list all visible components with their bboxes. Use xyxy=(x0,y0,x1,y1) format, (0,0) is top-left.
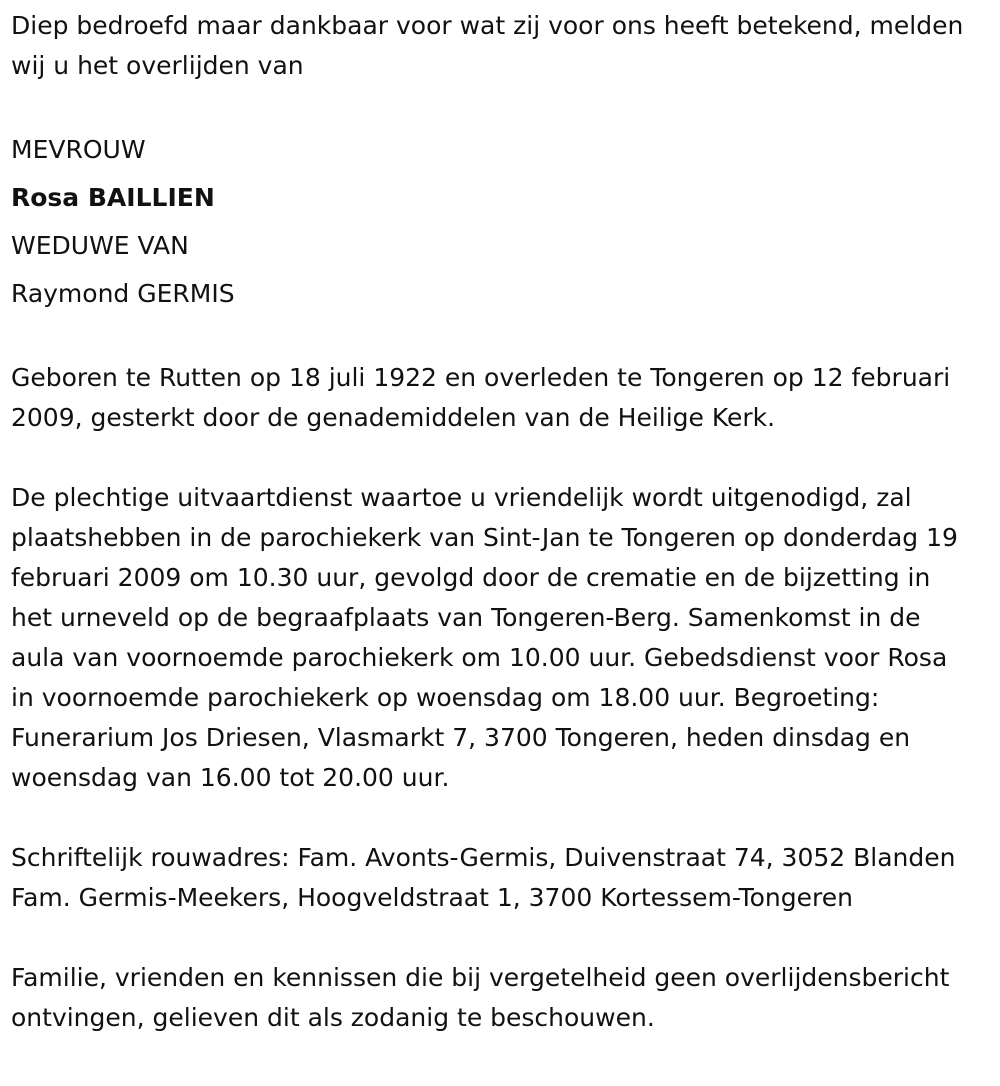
intro-paragraph: Diep bedroefd maar dankbaar voor wat zij voor ons heeft betekend, melden wij u het overlijden van xyxy=(11,11,964,80)
address-paragraph: Schriftelijk rouwadres: Fam. Avonts-Germis, Duivenstraat 74, 3052 Blanden Fam. Germis-Meekers, Hoogveldstraat 1, 3700 Kortessem-Tongeren xyxy=(11,843,956,912)
spacer xyxy=(11,318,975,358)
spacer xyxy=(11,438,975,478)
birth-death-paragraph: Geboren te Rutten op 18 juli 1922 en overleden te Tongeren op 12 februari 2009, gesterkt door de genademiddelen van de Heilige Kerk. xyxy=(11,363,951,432)
relation-line: WEDUWE VAN xyxy=(11,231,189,260)
closing-paragraph: Familie, vrienden en kennissen die bij vergetelheid geen overlijdensbericht ontvingen, gelieven dit als zodanig te beschouwen. xyxy=(11,963,950,1032)
spacer xyxy=(11,918,975,958)
service-paragraph: De plechtige uitvaartdienst waartoe u vriendelijk wordt uitgenodigd, zal plaatshebben in de parochiekerk van Sint-Jan te Tongeren op donderdag 19 februari 2009 om 10.30 uur, gevolgd door de crematie en de bijzetting in het urneveld op de begraafplaats van Tongeren-Berg. Samenkomst in de aula van voornoemde parochiekerk om 10.00 uur. Gebedsdienst voor Rosa in voornoemde parochiekerk op woensdag om 18.00 uur. Begroeting: Funerarium Jos Driesen, Vlasmarkt 7, 3700 Tongeren, heden dinsdag en woensdag van 16.00 tot 20.00 uur. xyxy=(11,483,958,792)
spacer xyxy=(11,798,975,838)
deceased-name: Rosa BAILLIEN xyxy=(11,183,215,212)
spouse-name: Raymond GERMIS xyxy=(11,279,235,308)
title-line: MEVROUW xyxy=(11,135,146,164)
spacer xyxy=(11,86,975,126)
